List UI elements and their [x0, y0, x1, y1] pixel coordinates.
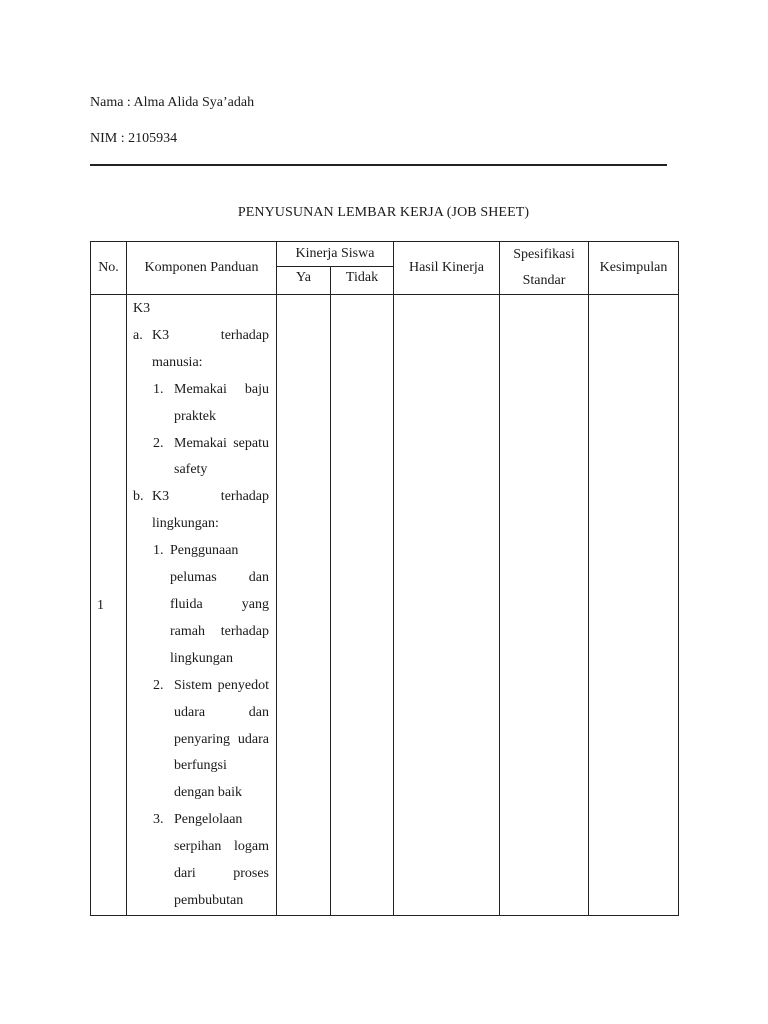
- section-a-label: K3 terhadap manusia:: [152, 327, 269, 370]
- row-number: 1: [91, 295, 127, 916]
- kesimpulan-cell: [589, 295, 679, 916]
- ya-cell: [277, 295, 331, 916]
- list-item-marker: 2.: [153, 677, 164, 693]
- section-b-label: K3 terhadap lingkungan:: [152, 489, 269, 532]
- document-title: PENYUSUNAN LEMBAR KERJA (JOB SHEET): [237, 205, 530, 220]
- header-no: No.: [91, 242, 127, 295]
- list-item-marker: 1.: [153, 381, 164, 397]
- list-item: [133, 377, 269, 431]
- table-row: [91, 295, 679, 916]
- section-a: [133, 323, 269, 377]
- header-kinerja-siswa: Kinerja Siswa: [277, 242, 394, 267]
- list-item-marker: 1.: [153, 543, 164, 559]
- list-item: [133, 431, 269, 485]
- list-item-text: Sistem penyedot udara dan penyaring udara berfungsi dengan baik: [174, 677, 269, 801]
- list-item: [133, 538, 269, 673]
- list-item-text: Pengelolaan serpihan logam dari proses pembubutan: [174, 812, 269, 908]
- header-spesifikasi-line2: Standar: [522, 273, 566, 288]
- header-spesifikasi-line1: Spesifikasi: [513, 247, 575, 262]
- list-item-text: Penggunaan pelumas dan fluida yang ramah terhadap lingkungan: [170, 543, 269, 666]
- hasil-kinerja-cell: [394, 295, 500, 916]
- list-item-text: Memakai sepatu safety: [174, 435, 269, 478]
- student-nim: NIM : 2105934: [90, 131, 178, 146]
- list-item-marker: 3.: [153, 812, 164, 828]
- header-komponen-panduan: Komponen Panduan: [127, 242, 277, 295]
- list-item-marker: 2.: [153, 435, 164, 451]
- spesifikasi-standar-cell: [500, 295, 589, 916]
- row-title: K3: [133, 301, 151, 316]
- student-name: Nama : Alma Alida Sya’adah: [90, 95, 255, 110]
- list-item: [133, 807, 269, 915]
- header-kesimpulan: Kesimpulan: [589, 242, 679, 295]
- tidak-cell: [331, 295, 394, 916]
- header-hasil-kinerja: Hasil Kinerja: [394, 242, 500, 295]
- table-header-row: [91, 242, 679, 267]
- job-sheet-table: [90, 241, 679, 916]
- komponen-panduan-cell: [127, 295, 277, 916]
- list-item: [133, 673, 269, 808]
- header-ya: Ya: [277, 267, 331, 295]
- section-b-marker: b.: [133, 489, 144, 505]
- header-spesifikasi-standar: [500, 242, 589, 295]
- header-divider: [90, 164, 667, 166]
- list-item-text: Memakai baju praktek: [174, 381, 269, 424]
- section-b: [133, 484, 269, 538]
- header-tidak: Tidak: [331, 267, 394, 295]
- section-a-marker: a.: [133, 327, 143, 343]
